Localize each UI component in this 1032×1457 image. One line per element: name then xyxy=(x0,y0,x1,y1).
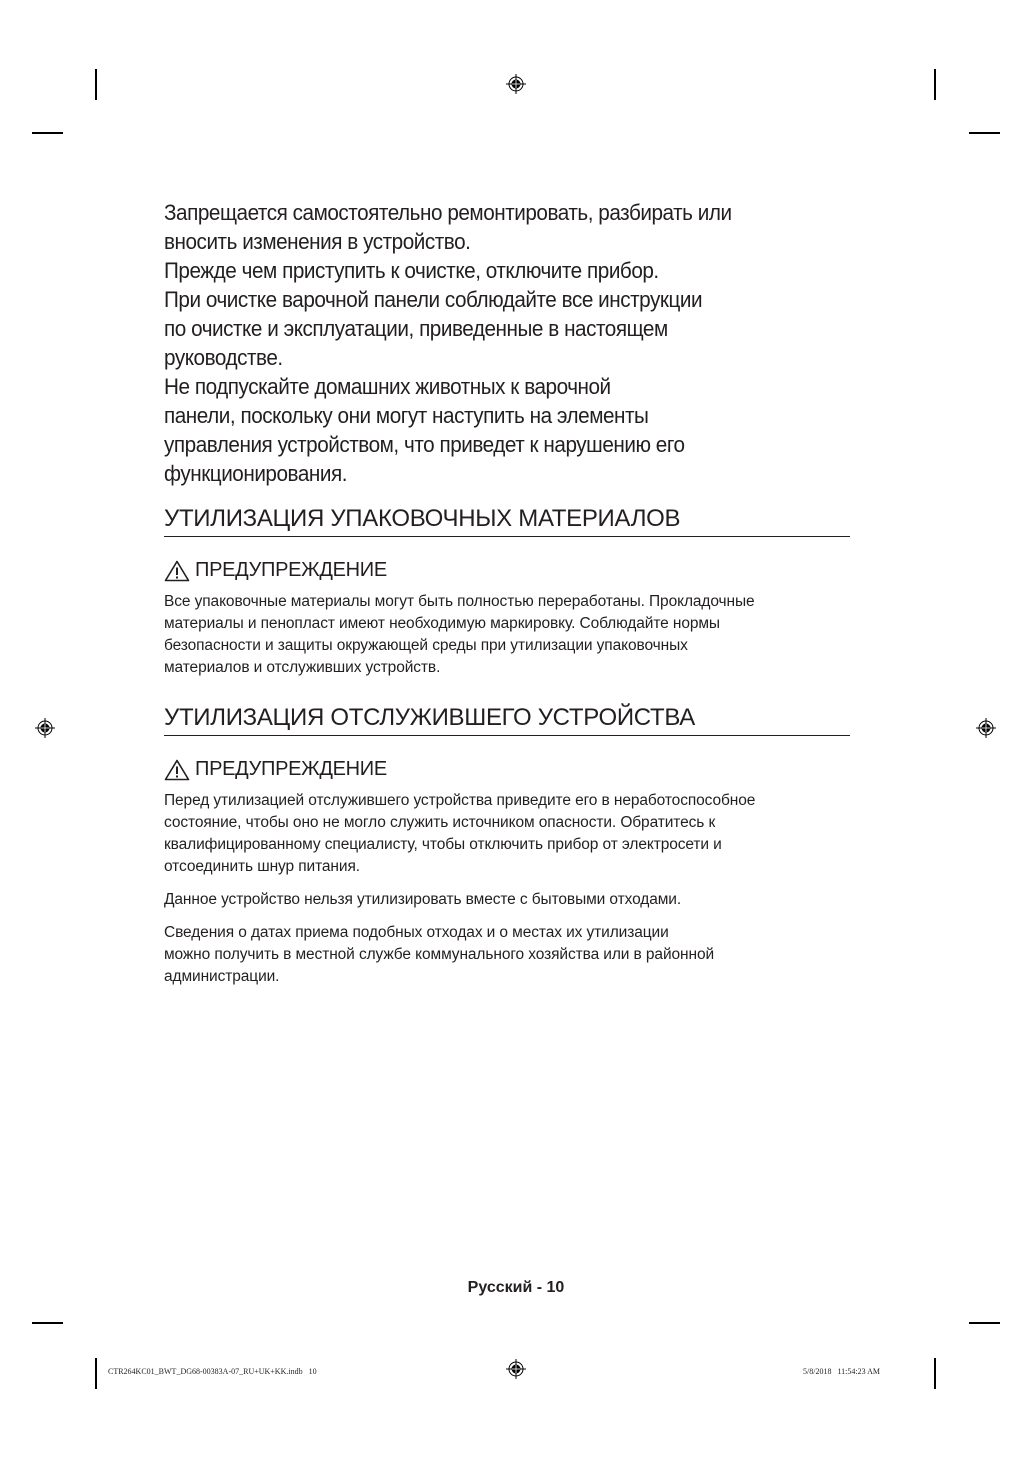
section-device-disposal xyxy=(164,704,854,988)
body-line: Данное устройство нельзя утилизировать вместе с бытовыми отходами. xyxy=(164,891,682,908)
crop-mark-top-right-vertical xyxy=(934,69,936,100)
crop-mark-bottom-right-horizontal xyxy=(969,1322,1000,1324)
body-line: Сведения о датах приема подобных отходах и о местах их утилизации xyxy=(164,924,669,941)
body-line: материалов и отслуживших устройств. xyxy=(164,659,441,676)
warning-heading xyxy=(164,559,854,582)
crop-mark-bottom-left-vertical xyxy=(95,1358,97,1389)
intro-line: панели, поскольку они могут наступить на элементы xyxy=(164,403,649,428)
intro-line: Запрещается самостоятельно ремонтировать, разбирать или xyxy=(164,200,732,225)
crop-mark-bottom-right-vertical xyxy=(934,1358,936,1389)
intro-line: руководстве. xyxy=(164,345,283,370)
crop-mark-top-left-horizontal xyxy=(32,132,63,134)
body-line: квалифицированному специалисту, чтобы отключить прибор от электросети и xyxy=(164,836,722,853)
warning-triangle-icon xyxy=(164,560,190,582)
intro-line: При очистке варочной панели соблюдайте все инструкции xyxy=(164,287,703,312)
section-body xyxy=(164,591,854,679)
registration-mark-icon xyxy=(505,73,527,95)
warning-triangle-icon xyxy=(164,759,190,781)
body-line: отсоединить шнур питания. xyxy=(164,858,360,875)
section-body xyxy=(164,790,854,988)
section-title: УТИЛИЗАЦИЯ УПАКОВОЧНЫХ МАТЕРИАЛОВ xyxy=(164,505,850,537)
registration-mark-icon xyxy=(34,717,56,739)
body-line: безопасности и защиты окружающей среды при утилизации упаковочных xyxy=(164,637,688,654)
body-line: Все упаковочные материалы могут быть полностью переработаны. Прокладочные xyxy=(164,593,755,610)
intro-line: управления устройством, что приведет к нарушению его xyxy=(164,432,685,457)
intro-line: по очистке и эксплуатации, приведенные в настоящем xyxy=(164,316,668,341)
intro-line: Не подпускайте домашних животных к варочной xyxy=(164,374,611,399)
section-title: УТИЛИЗАЦИЯ ОТСЛУЖИВШЕГО УСТРОЙСТВА xyxy=(164,704,850,736)
print-slug-filename: CTR264KC01_BWT_DG68-00383A-07_RU+UK+KK.indb 10 xyxy=(108,1367,317,1376)
warning-heading xyxy=(164,758,854,781)
warning-label: ПРЕДУПРЕЖДЕНИЕ xyxy=(195,758,387,780)
section-packaging-disposal xyxy=(164,505,854,679)
intro-line: вносить изменения в устройство. xyxy=(164,229,471,254)
intro-line: Прежде чем приступить к очистке, отключите прибор. xyxy=(164,258,659,283)
print-slug-timestamp: 5/8/2018 11:54:23 AM xyxy=(803,1367,881,1376)
warning-label: ПРЕДУПРЕЖДЕНИЕ xyxy=(195,559,387,581)
body-line: материалы и пенопласт имеют необходимую маркировку. Соблюдайте нормы xyxy=(164,615,720,632)
body-line: состояние, чтобы оно не могло служить источником опасности. Обратитесь к xyxy=(164,814,716,831)
page-number-label: Русский - 10 xyxy=(467,1279,565,1296)
registration-mark-icon xyxy=(975,717,997,739)
crop-mark-top-right-horizontal xyxy=(969,132,1000,134)
body-line: администрации. xyxy=(164,968,280,985)
body-line: Перед утилизацией отслужившего устройства приведите его в неработоспособное xyxy=(164,792,756,809)
crop-mark-top-left-vertical xyxy=(95,69,97,100)
crop-mark-bottom-left-horizontal xyxy=(32,1322,63,1324)
registration-mark-icon xyxy=(505,1358,527,1380)
body-line: можно получить в местной службе коммунального хозяйства или в районной xyxy=(164,946,715,963)
intro-line: функционирования. xyxy=(164,461,348,486)
intro-safety-text xyxy=(164,198,854,488)
page-content xyxy=(164,198,854,988)
